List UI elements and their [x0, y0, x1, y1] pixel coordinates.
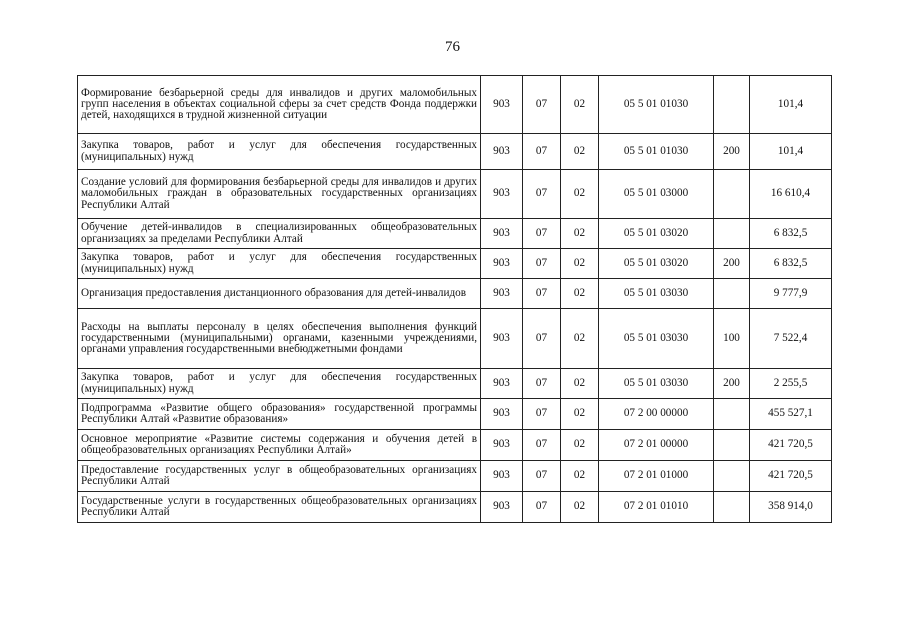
- row-amount: 6 832,5: [750, 249, 832, 279]
- row-expense-type: [714, 76, 750, 134]
- row-target-article: 05 5 01 01030: [599, 76, 714, 134]
- row-description: Создание условий для формирования безбарьерной среды для инвалидов и других маломобильных граждан в образовательных государственных организациях Республики Алтай: [78, 170, 481, 219]
- row-description: Обучение детей-инвалидов в специализированных общеобразовательных организациях за пределами Республики Алтай: [78, 219, 481, 249]
- row-grbs: 903: [481, 76, 523, 134]
- row-expense-type: [714, 170, 750, 219]
- row-target-article: 05 5 01 01030: [599, 134, 714, 170]
- row-grbs: 903: [481, 309, 523, 369]
- table-row: [78, 492, 832, 523]
- row-grbs: 903: [481, 219, 523, 249]
- row-amount: 101,4: [750, 76, 832, 134]
- row-grbs: 903: [481, 430, 523, 461]
- row-target-article: 07 2 00 00000: [599, 399, 714, 430]
- budget-table-body: [78, 76, 832, 523]
- row-description: Подпрограмма «Развитие общего образования» государственной программы Республики Алтай «Развитие образования»: [78, 399, 481, 430]
- row-section: 07: [523, 399, 561, 430]
- page-number: 76: [445, 39, 460, 55]
- row-section: 07: [523, 249, 561, 279]
- row-target-article: 05 5 01 03020: [599, 219, 714, 249]
- row-section: 07: [523, 170, 561, 219]
- row-expense-type: 200: [714, 369, 750, 399]
- table-row: [78, 279, 832, 309]
- table-row: [78, 219, 832, 249]
- row-subsection: 02: [561, 369, 599, 399]
- row-section: 07: [523, 134, 561, 170]
- row-subsection: 02: [561, 279, 599, 309]
- row-expense-type: 100: [714, 309, 750, 369]
- row-expense-type: 200: [714, 249, 750, 279]
- row-description: Закупка товаров, работ и услуг для обеспечения государственных (муниципальных) нужд: [78, 249, 481, 279]
- row-subsection: 02: [561, 430, 599, 461]
- row-description: Предоставление государственных услуг в общеобразовательных организациях Республики Алтай: [78, 461, 481, 492]
- row-target-article: 05 5 01 03030: [599, 279, 714, 309]
- row-section: 07: [523, 492, 561, 523]
- row-amount: 421 720,5: [750, 461, 832, 492]
- row-target-article: 05 5 01 03030: [599, 369, 714, 399]
- row-subsection: 02: [561, 309, 599, 369]
- row-subsection: 02: [561, 492, 599, 523]
- table-row: [78, 461, 832, 492]
- row-amount: 9 777,9: [750, 279, 832, 309]
- row-description: Государственные услуги в государственных общеобразовательных организациях Республики Алтай: [78, 492, 481, 523]
- row-amount: 16 610,4: [750, 170, 832, 219]
- row-amount: 6 832,5: [750, 219, 832, 249]
- row-expense-type: [714, 461, 750, 492]
- row-description: Организация предоставления дистанционного образования для детей-инвалидов: [78, 279, 481, 309]
- row-target-article: 07 2 01 00000: [599, 430, 714, 461]
- row-amount: 358 914,0: [750, 492, 832, 523]
- row-target-article: 07 2 01 01010: [599, 492, 714, 523]
- table-row: [78, 430, 832, 461]
- table-row: [78, 249, 832, 279]
- row-expense-type: [714, 492, 750, 523]
- row-subsection: 02: [561, 399, 599, 430]
- row-amount: 7 522,4: [750, 309, 832, 369]
- row-grbs: 903: [481, 399, 523, 430]
- row-grbs: 903: [481, 249, 523, 279]
- table-row: [78, 134, 832, 170]
- row-subsection: 02: [561, 249, 599, 279]
- row-target-article: 07 2 01 01000: [599, 461, 714, 492]
- row-expense-type: [714, 430, 750, 461]
- row-section: 07: [523, 219, 561, 249]
- row-grbs: 903: [481, 461, 523, 492]
- row-grbs: 903: [481, 492, 523, 523]
- row-expense-type: 200: [714, 134, 750, 170]
- table-row: [78, 399, 832, 430]
- row-subsection: 02: [561, 76, 599, 134]
- row-description: Закупка товаров, работ и услуг для обеспечения государственных (муниципальных) нужд: [78, 369, 481, 399]
- row-description: Расходы на выплаты персоналу в целях обеспечения выполнения функций государственными (муниципальными) органами, казенными учреждениями, органами управления государственными внебюджетными фондами: [78, 309, 481, 369]
- row-amount: 455 527,1: [750, 399, 832, 430]
- table-row: [78, 309, 832, 369]
- row-description: Закупка товаров, работ и услуг для обеспечения государственных (муниципальных) нужд: [78, 134, 481, 170]
- row-subsection: 02: [561, 134, 599, 170]
- row-grbs: 903: [481, 279, 523, 309]
- row-section: 07: [523, 309, 561, 369]
- row-grbs: 903: [481, 170, 523, 219]
- row-amount: 101,4: [750, 134, 832, 170]
- row-section: 07: [523, 76, 561, 134]
- row-grbs: 903: [481, 134, 523, 170]
- row-amount: 421 720,5: [750, 430, 832, 461]
- row-subsection: 02: [561, 219, 599, 249]
- table-row: [78, 369, 832, 399]
- row-section: 07: [523, 279, 561, 309]
- row-section: 07: [523, 430, 561, 461]
- row-section: 07: [523, 461, 561, 492]
- row-grbs: 903: [481, 369, 523, 399]
- row-subsection: 02: [561, 170, 599, 219]
- row-target-article: 05 5 01 03020: [599, 249, 714, 279]
- table-row: [78, 76, 832, 134]
- row-expense-type: [714, 219, 750, 249]
- row-description: Основное мероприятие «Развитие системы содержания и обучения детей в общеобразовательных организациях Республики Алтай»: [78, 430, 481, 461]
- row-target-article: 05 5 01 03030: [599, 309, 714, 369]
- row-expense-type: [714, 399, 750, 430]
- budget-table: [77, 75, 832, 523]
- table-row: [78, 170, 832, 219]
- row-target-article: 05 5 01 03000: [599, 170, 714, 219]
- row-subsection: 02: [561, 461, 599, 492]
- row-expense-type: [714, 279, 750, 309]
- row-section: 07: [523, 369, 561, 399]
- row-amount: 2 255,5: [750, 369, 832, 399]
- row-description: Формирование безбарьерной среды для инвалидов и других маломобильных групп населения в объектах социальной сферы за счет средств Фонда поддержки детей, находящихся в трудной жизненной ситуации: [78, 76, 481, 134]
